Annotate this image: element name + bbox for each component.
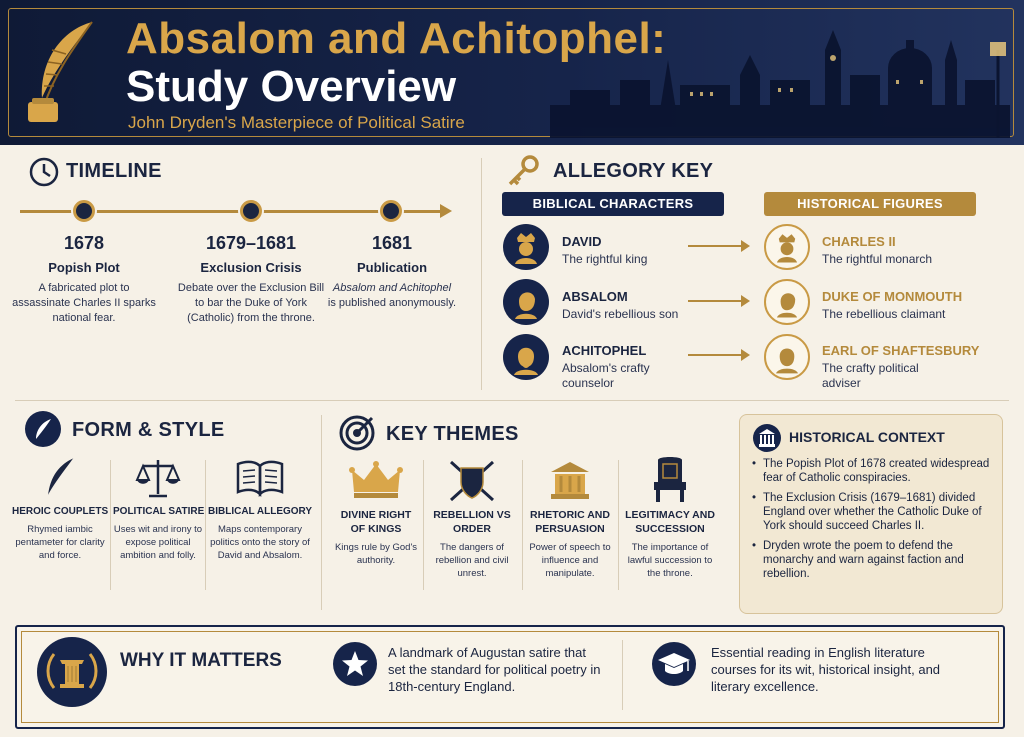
event-desc-text: is published anonymously.	[327, 297, 457, 309]
theme-desc: The importance of lawful succession to the throne.	[627, 542, 713, 579]
why-text-2: Essential reading in English literature courses for its wit, historical insight, and literary excellence.	[711, 645, 941, 694]
form-item	[208, 456, 312, 562]
figure-name: CHARLES II	[822, 234, 896, 249]
key-themes-heading: KEY THEMES	[386, 423, 519, 445]
mapping-arrow	[688, 300, 748, 302]
historical-figures-label: HISTORICAL FIGURES	[764, 192, 976, 216]
divider	[321, 415, 322, 610]
timeline-dot	[73, 200, 95, 222]
figure-desc: The rightful monarch	[822, 252, 933, 266]
context-bullet: • The Exclusion Crisis (1679–1681) divided England over whether the Catholic Duke of York should succeed Charles II.	[752, 491, 996, 533]
event-desc	[317, 281, 467, 311]
divider	[423, 460, 424, 590]
work-title: Absalom and Achitophel	[332, 282, 452, 294]
timeline-dot	[380, 200, 402, 222]
character-name: DAVID	[562, 234, 602, 249]
divider	[522, 460, 523, 590]
quill-inkwell-icon	[22, 20, 102, 128]
event-year: 1678	[63, 233, 105, 253]
star-icon	[332, 641, 378, 687]
divider	[618, 460, 619, 590]
event-desc: A fabricated plot to assassinate Charles II sparks national fear.	[12, 282, 156, 324]
timeline-event	[317, 233, 467, 311]
form-item-desc: Maps contemporary politics onto the story of David and Absalom.	[210, 524, 310, 561]
title-line-1: Absalom and Achitophel:	[126, 14, 667, 63]
throne-icon	[650, 456, 690, 504]
event-name: Publication	[356, 260, 428, 275]
form-item-desc: Rhymed iambic pentameter for clarity and force.	[15, 524, 105, 561]
divider	[205, 460, 206, 590]
laurel-column-icon	[36, 636, 108, 708]
form-style-heading: FORM & STYLE	[72, 419, 225, 441]
context-bullet: • The Popish Plot of 1678 created widespread fear of Catholic conspiracies.	[752, 457, 996, 485]
allegory-heading: ALLEGORY KEY	[553, 160, 714, 182]
theme-item	[527, 456, 613, 580]
why-it-matters-heading: WHY IT MATTERS	[120, 650, 282, 671]
crossed-swords-shield-icon	[447, 458, 497, 504]
podium-icon	[547, 460, 593, 500]
timeline-heading: TIMELINE	[66, 160, 162, 182]
theme-desc: The dangers of rebellion and civil unrest.	[435, 542, 509, 579]
divider	[481, 158, 482, 390]
timeline-arrow	[440, 204, 452, 218]
theme-title: RHETORIC AND PERSUASION	[530, 509, 610, 535]
theme-title: REBELLION VS ORDER	[433, 509, 511, 535]
historical-context-panel	[739, 414, 1003, 614]
timeline-event	[176, 233, 326, 326]
london-skyline-illustration	[550, 20, 1010, 138]
biblical-characters-label: BIBLICAL CHARACTERS	[502, 192, 724, 216]
figure-name: DUKE OF MONMOUTH	[822, 289, 963, 304]
mapping-arrow	[688, 354, 748, 356]
graduation-cap-icon	[651, 641, 697, 687]
mapping-arrow	[688, 245, 748, 247]
figure-desc: The crafty political adviser	[822, 361, 919, 390]
open-book-icon	[234, 458, 286, 498]
form-item	[113, 456, 203, 562]
divider	[110, 460, 111, 590]
king-portrait-icon	[503, 224, 549, 270]
form-item-title: POLITICAL SATIRE	[113, 506, 205, 517]
column-icon	[752, 423, 782, 453]
prince-portrait-icon	[503, 279, 549, 325]
why-text-1: A landmark of Augustan satire that set the standard for political poetry in 18th-century England.	[388, 645, 601, 694]
subtitle: John Dryden's Masterpiece of Political Satire	[128, 113, 465, 132]
clock-icon	[28, 156, 60, 188]
feather-icon	[24, 410, 62, 448]
timeline-event	[9, 233, 159, 326]
king-portrait-icon	[764, 224, 810, 270]
character-desc: Absalom's crafty counselor	[562, 361, 650, 390]
context-list	[752, 457, 996, 587]
form-item	[12, 456, 108, 562]
form-item-title: HEROIC COUPLETS	[12, 506, 109, 517]
context-bullet: • Dryden wrote the poem to defend the monarchy and warn against faction and rebellion.	[752, 539, 996, 581]
character-desc: David's rebellious son	[562, 307, 679, 321]
counselor-portrait-icon	[764, 334, 810, 380]
counselor-portrait-icon	[503, 334, 549, 380]
event-year: 1679–1681	[205, 233, 297, 253]
event-year: 1681	[371, 233, 413, 253]
divider	[15, 400, 1009, 401]
header-banner	[0, 0, 1024, 145]
theme-title: DIVINE RIGHT OF KINGS	[340, 509, 412, 535]
crown-icon	[348, 460, 404, 500]
divider	[622, 640, 623, 710]
event-name: Popish Plot	[48, 260, 120, 275]
theme-item	[334, 456, 418, 567]
theme-title: LEGITIMACY AND SUCCESSION	[625, 509, 715, 535]
figure-desc: The rebellious claimant	[822, 307, 946, 321]
character-name: ACHITOPHEL	[562, 343, 647, 358]
event-name: Exclusion Crisis	[200, 260, 302, 275]
character-desc: The rightful king	[562, 252, 648, 266]
theme-desc: Kings rule by God's authority.	[334, 542, 418, 566]
event-desc: Debate over the Exclusion Bill to bar the Duke of York (Catholic) from the throne.	[177, 282, 325, 324]
quill-icon	[40, 456, 80, 500]
form-item-desc: Uses wit and irony to expose political ambition and folly.	[113, 524, 203, 561]
prince-portrait-icon	[764, 279, 810, 325]
theme-desc: Power of speech to influence and manipulate.	[529, 542, 611, 579]
title-line-2: Study Overview	[126, 62, 457, 111]
form-item-title: BIBLICAL ALLEGORY	[208, 506, 313, 517]
figure-name: EARL OF SHAFTESBURY	[822, 343, 980, 358]
key-icon	[505, 154, 541, 190]
target-icon	[338, 414, 376, 452]
timeline-dot	[240, 200, 262, 222]
historical-context-heading: HISTORICAL CONTEXT	[789, 429, 945, 445]
character-name: ABSALOM	[562, 289, 628, 304]
scales-icon	[133, 456, 183, 500]
theme-item	[427, 456, 517, 580]
theme-item	[622, 456, 718, 580]
